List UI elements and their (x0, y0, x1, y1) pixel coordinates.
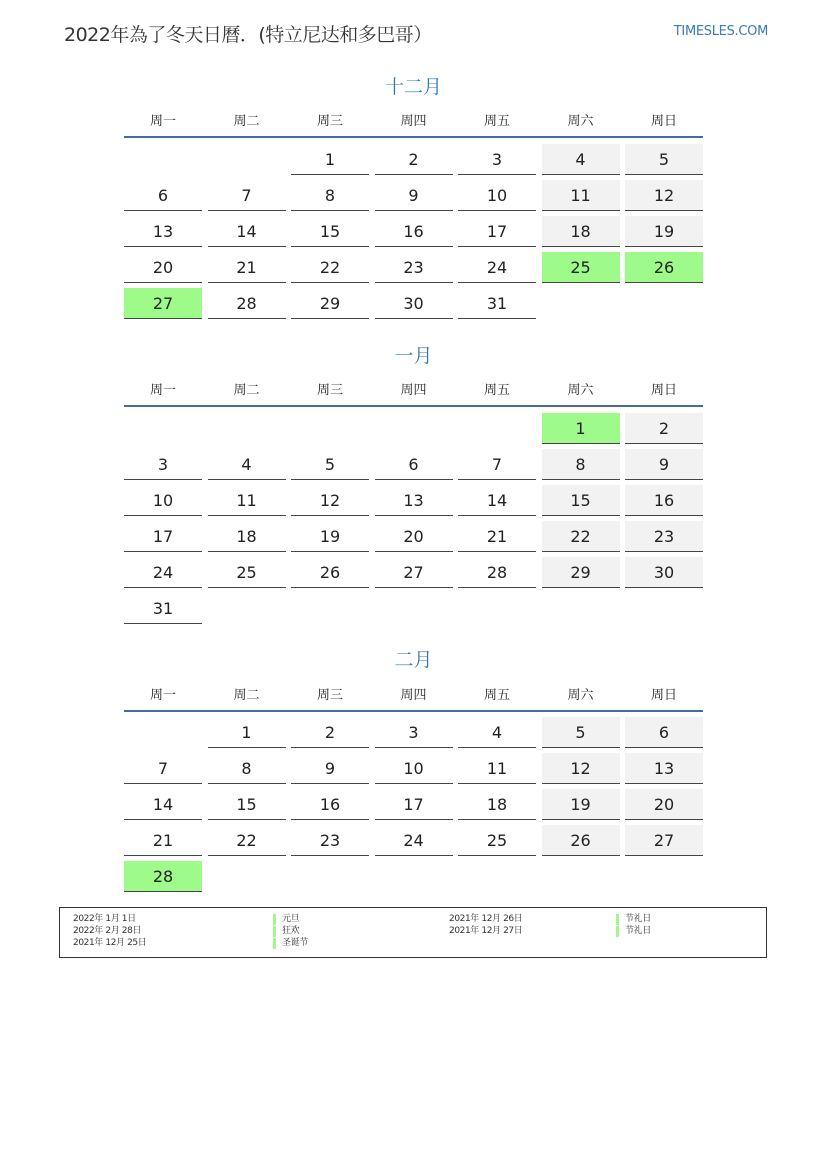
day-cell: 10 (375, 753, 453, 784)
day-cell: 2 (375, 144, 453, 175)
day-cell: 30 (375, 288, 453, 319)
day-cell: 19 (291, 521, 369, 552)
holiday-day-cell: 26 (625, 252, 703, 283)
holiday-day-cell: 1 (542, 413, 620, 444)
day-cell: 29 (291, 288, 369, 319)
day-cell: 31 (124, 593, 202, 624)
header-rule (124, 710, 703, 712)
weekday-label: 周四 (400, 383, 427, 398)
day-cell: 12 (625, 180, 703, 211)
page-title: 2022年為了冬天日曆．(特立尼达和多巴哥） (64, 24, 432, 46)
day-cell: 7 (458, 449, 536, 480)
legend-holiday-name: 圣诞节 (273, 938, 308, 949)
day-cell: 22 (208, 825, 286, 856)
day-cell: 20 (124, 252, 202, 283)
month-grid (124, 144, 703, 319)
day-cell: 4 (458, 717, 536, 748)
day-cell: 15 (291, 216, 369, 247)
day-cell: 16 (291, 789, 369, 820)
day-cell: 5 (291, 449, 369, 480)
day-cell: 11 (458, 753, 536, 784)
day-cell: 6 (375, 449, 453, 480)
day-cell: 6 (124, 180, 202, 211)
day-cell: 5 (625, 144, 703, 175)
empty-cell (124, 413, 202, 444)
day-cell: 11 (542, 180, 620, 211)
header-rule (124, 136, 703, 138)
day-cell: 2 (625, 413, 703, 444)
month-grid (124, 717, 703, 892)
day-cell: 22 (291, 252, 369, 283)
day-cell: 18 (542, 216, 620, 247)
day-cell: 17 (124, 521, 202, 552)
header-rule (124, 405, 703, 407)
legend-holiday-name: 节礼日 (616, 926, 651, 937)
weekday-label: 周三 (316, 114, 343, 129)
weekday-label: 周五 (483, 114, 510, 129)
empty-cell (208, 413, 286, 444)
empty-cell (291, 413, 369, 444)
weekday-label: 周日 (650, 383, 677, 398)
weekday-label: 周二 (233, 114, 260, 129)
holiday-day-cell: 27 (124, 288, 202, 319)
legend-date: 2021年 12月 25日 (73, 938, 147, 948)
day-cell: 9 (291, 753, 369, 784)
weekday-label: 周四 (400, 688, 427, 703)
day-cell: 23 (375, 252, 453, 283)
day-cell: 8 (542, 449, 620, 480)
day-cell: 14 (458, 485, 536, 516)
weekday-label: 周二 (233, 383, 260, 398)
day-cell: 12 (542, 753, 620, 784)
day-cell: 4 (208, 449, 286, 480)
day-cell: 9 (375, 180, 453, 211)
day-cell: 2 (291, 717, 369, 748)
day-cell: 14 (124, 789, 202, 820)
day-cell: 10 (124, 485, 202, 516)
day-cell: 7 (208, 180, 286, 211)
day-cell: 5 (542, 717, 620, 748)
weekday-label: 周一 (149, 383, 176, 398)
holiday-legend (59, 907, 767, 958)
day-cell: 3 (375, 717, 453, 748)
weekday-label: 周一 (149, 688, 176, 703)
day-cell: 16 (625, 485, 703, 516)
empty-cell (124, 144, 202, 175)
day-cell: 26 (291, 557, 369, 588)
month-title: 十二月 (384, 76, 442, 98)
day-cell: 11 (208, 485, 286, 516)
weekday-label: 周五 (483, 383, 510, 398)
month-title: 一月 (394, 345, 433, 367)
weekday-label: 周六 (567, 383, 594, 398)
day-cell: 13 (375, 485, 453, 516)
day-cell: 29 (542, 557, 620, 588)
day-cell: 8 (291, 180, 369, 211)
day-cell: 26 (542, 825, 620, 856)
weekday-label: 周二 (233, 688, 260, 703)
day-cell: 25 (208, 557, 286, 588)
weekday-label: 周三 (316, 688, 343, 703)
day-cell: 16 (375, 216, 453, 247)
day-cell: 24 (458, 252, 536, 283)
day-cell: 21 (458, 521, 536, 552)
weekday-label: 周日 (650, 114, 677, 129)
day-cell: 20 (625, 789, 703, 820)
legend-date: 2021年 12月 27日 (449, 926, 523, 936)
day-cell: 1 (208, 717, 286, 748)
empty-cell (208, 144, 286, 175)
day-cell: 14 (208, 216, 286, 247)
day-cell: 10 (458, 180, 536, 211)
day-cell: 27 (375, 557, 453, 588)
month-grid (124, 413, 703, 624)
day-cell: 13 (124, 216, 202, 247)
day-cell: 25 (458, 825, 536, 856)
day-cell: 21 (208, 252, 286, 283)
weekday-label: 周日 (650, 688, 677, 703)
day-cell: 19 (542, 789, 620, 820)
legend-date: 2022年 1月 1日 (73, 914, 136, 924)
day-cell: 23 (625, 521, 703, 552)
day-cell: 17 (375, 789, 453, 820)
day-cell: 24 (124, 557, 202, 588)
day-cell: 7 (124, 753, 202, 784)
day-cell: 12 (291, 485, 369, 516)
legend-holiday-name: 节礼日 (616, 914, 651, 925)
day-cell: 18 (208, 521, 286, 552)
day-cell: 22 (542, 521, 620, 552)
holiday-day-cell: 28 (124, 861, 202, 892)
weekday-label: 周六 (567, 114, 594, 129)
weekday-label: 周五 (483, 688, 510, 703)
empty-cell (124, 717, 202, 748)
legend-date: 2021年 12月 26日 (449, 914, 523, 924)
day-cell: 9 (625, 449, 703, 480)
day-cell: 6 (625, 717, 703, 748)
weekday-label: 周四 (400, 114, 427, 129)
empty-cell (375, 413, 453, 444)
day-cell: 31 (458, 288, 536, 319)
legend-holiday-name: 狂欢 (273, 926, 299, 937)
holiday-day-cell: 25 (542, 252, 620, 283)
weekday-label: 周六 (567, 688, 594, 703)
legend-holiday-name: 元旦 (273, 914, 299, 925)
day-cell: 21 (124, 825, 202, 856)
day-cell: 13 (625, 753, 703, 784)
day-cell: 19 (625, 216, 703, 247)
day-cell: 15 (208, 789, 286, 820)
weekday-label: 周一 (149, 114, 176, 129)
day-cell: 23 (291, 825, 369, 856)
day-cell: 20 (375, 521, 453, 552)
day-cell: 18 (458, 789, 536, 820)
month-title: 二月 (394, 649, 433, 671)
day-cell: 28 (458, 557, 536, 588)
day-cell: 27 (625, 825, 703, 856)
weekday-label: 周三 (316, 383, 343, 398)
weekday-header (124, 379, 703, 398)
day-cell: 15 (542, 485, 620, 516)
day-cell: 28 (208, 288, 286, 319)
day-cell: 24 (375, 825, 453, 856)
weekday-header (124, 684, 703, 703)
empty-cell (458, 413, 536, 444)
site-link[interactable]: TIMESLES.COM (673, 24, 768, 39)
day-cell: 17 (458, 216, 536, 247)
day-cell: 3 (458, 144, 536, 175)
day-cell: 4 (542, 144, 620, 175)
weekday-header (124, 110, 703, 129)
day-cell: 3 (124, 449, 202, 480)
legend-date: 2022年 2月 28日 (73, 926, 142, 936)
day-cell: 1 (291, 144, 369, 175)
day-cell: 8 (208, 753, 286, 784)
day-cell: 30 (625, 557, 703, 588)
